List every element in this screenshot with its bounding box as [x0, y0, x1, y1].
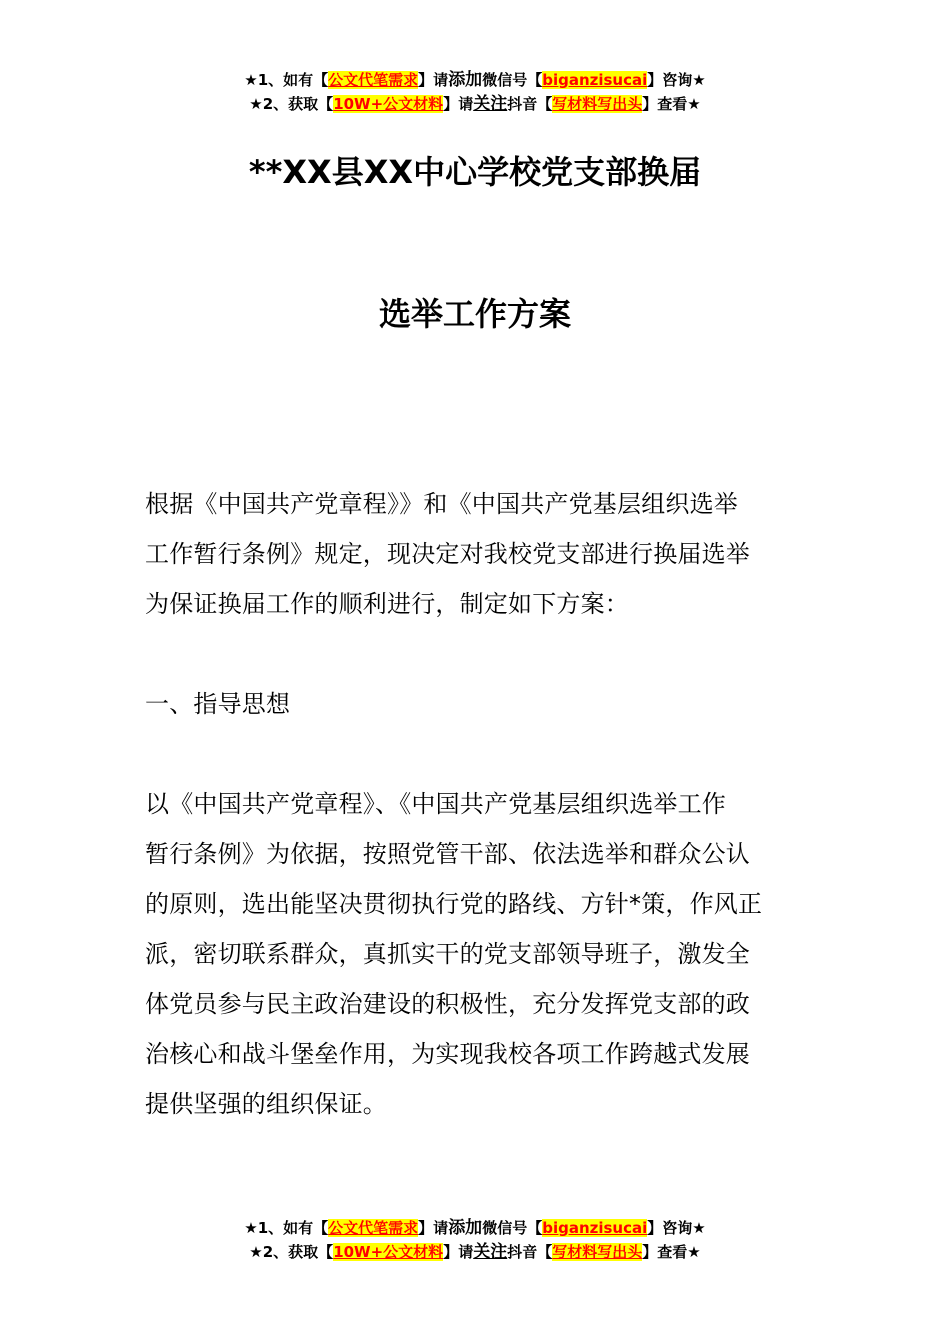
- paragraph-line: 根据《中国共产党章程》》和《中国共产党基层组织选举: [145, 490, 738, 518]
- banner-line-1: ★1、如有【公文代笔需求】请添加微信号【biganzisucai】咨询★: [244, 1218, 706, 1238]
- banner-highlight: 写材料写出头: [552, 95, 643, 113]
- paragraph-line: 暂行条例》为依据，按照党管干部、依法选举和群众公认: [145, 840, 750, 868]
- banner-emphasis: 关注: [473, 1242, 508, 1262]
- paragraph-line: 派，密切联系群众，真抓实干的党支部领导班子，激发全: [145, 940, 750, 968]
- intro-paragraph: [145, 479, 810, 629]
- banner-highlight: biganzisucai: [542, 1219, 648, 1237]
- paragraph-line: 提供坚强的组织保证。: [145, 1090, 387, 1118]
- section-heading: 一、指导思想: [145, 690, 291, 718]
- banner-highlight: 写材料写出头: [552, 1243, 643, 1261]
- footer-banner: [0, 1216, 950, 1264]
- banner-line-2: ★2、获取【10W+公文材料】请关注抖音【写材料写出头】查看★: [249, 1242, 701, 1262]
- header-banner: [0, 68, 950, 116]
- banner-line-2: ★2、获取【10W+公文材料】请关注抖音【写材料写出头】查看★: [249, 94, 701, 114]
- banner-highlight: 10W+公文材料: [333, 95, 444, 113]
- banner-emphasis: 添加: [448, 70, 483, 90]
- banner-emphasis: 关注: [473, 94, 508, 114]
- document-title: **XX县XX中心学校党支部换届: [248, 153, 702, 191]
- paragraph-line: 体党员参与民主政治建设的积极性，充分发挥党支部的政: [145, 990, 750, 1018]
- banner-highlight: biganzisucai: [542, 71, 648, 89]
- paragraph-line: 为保证换届工作的顺利进行，制定如下方案：: [145, 590, 629, 618]
- paragraph-line: 工作暂行条例》规定，现决定对我校党支部进行换届选举: [145, 540, 750, 568]
- paragraph-line: 以《中国共产党章程》、《中国共产党基层组织选举工作: [145, 790, 726, 818]
- banner-line-1: ★1、如有【公文代笔需求】请添加微信号【biganzisucai】咨询★: [244, 70, 706, 90]
- banner-highlight: 公文代笔需求: [328, 1219, 419, 1237]
- banner-highlight: 10W+公文材料: [333, 1243, 444, 1261]
- section-paragraph: [145, 779, 810, 1129]
- banner-emphasis: 添加: [448, 1218, 483, 1238]
- paragraph-line: 的原则，选出能坚决贯彻执行党的路线、方针*策，作风正: [145, 890, 763, 918]
- paragraph-line: 治核心和战斗堡垒作用，为实现我校各项工作跨越式发展: [145, 1040, 750, 1068]
- document-title-line-2: 选举工作方案: [378, 295, 571, 333]
- banner-highlight: 公文代笔需求: [328, 71, 419, 89]
